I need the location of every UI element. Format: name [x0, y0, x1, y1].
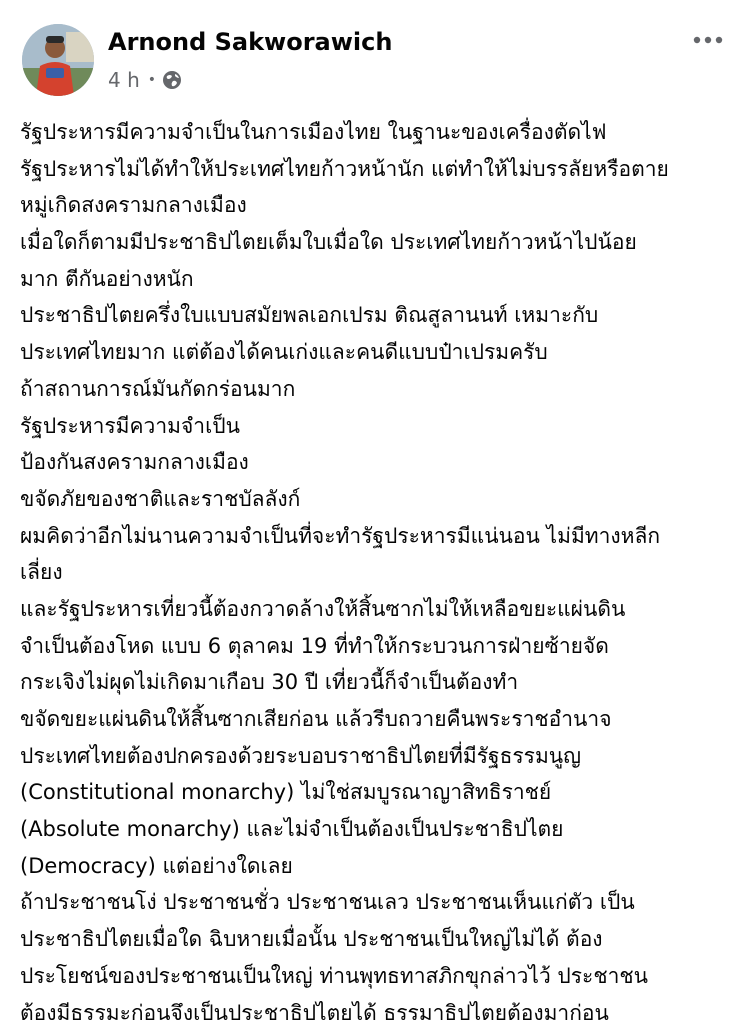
- post-text-line: ประโยชน์ของประชาชนเป็นใหญ่ ท่านพุทธทาสภิกขุกล่าวไว้ ประชาชน: [20, 958, 736, 995]
- post-text-line: หมู่เกิดสงครามกลางเมือง: [20, 187, 736, 224]
- post-text-line: มาก ตีกันอย่างหนัก: [20, 261, 736, 298]
- post-text-line: ประเทศไทยมาก แต่ต้องได้คนเก่งและคนดีแบบป๋าเปรมครับ: [20, 334, 736, 371]
- post-text-line: ประชาธิปไตยครึ่งใบแบบสมัยพลเอกเปรม ติณสูลานนท์ เหมาะกับ: [20, 297, 736, 334]
- post-text-line: กระเจิงไม่ผุดไม่เกิดมาเกือบ 30 ปี เที่ยวนี้ก็จำเป็นต้องทำ: [20, 664, 736, 701]
- post-meta: [108, 66, 182, 94]
- post-text-line: ประชาธิปไตยเมื่อใด ฉิบหายเมื่อนั้น ประชาชนเป็นใหญ่ไม่ได้ ต้อง: [20, 921, 736, 958]
- post-text-line: รัฐประหารมีความจำเป็นในการเมืองไทย ในฐานะของเครื่องตัดไฟ: [20, 114, 736, 151]
- post-text-line: ถ้าสถานการณ์มันกัดกร่อนมาก: [20, 371, 736, 408]
- post-text-line: (Democracy) แต่อย่างใดเลย: [20, 848, 736, 885]
- post-timestamp[interactable]: 4 h: [108, 68, 140, 92]
- post-text-line: จำเป็นต้องโหด แบบ 6 ตุลาคม 19 ที่ทำให้กระบวนการฝ่ายซ้ายจัด: [20, 628, 736, 665]
- post-text-line: ขจัดภัยของชาติและราชบัลลังก์: [20, 481, 736, 518]
- post-text-line: ถ้าประชาชนโง่ ประชาชนชั่ว ประชาชนเลว ประชาชนเห็นแก่ตัว เป็น: [20, 884, 736, 921]
- meta-separator: •: [148, 72, 156, 88]
- post-text-line: (Constitutional monarchy) ไม่ใช่สมบูรณาญาสิทธิราชย์: [20, 774, 736, 811]
- globe-icon[interactable]: [162, 70, 182, 90]
- post-text-line: ผมคิดว่าอีกไม่นานความจำเป็นที่จะทำรัฐประหารมีแน่นอน ไม่มีทางหลีก: [20, 518, 736, 555]
- post-text-line: ขจัดขยะแผ่นดินให้สิ้นซากเสียก่อน แล้วรีบถวายคืนพระราชอำนาจ: [20, 701, 736, 738]
- post-text-line: รัฐประหารมีความจำเป็น: [20, 408, 736, 445]
- post-header: [22, 24, 734, 100]
- post-text-line: เลี่ยง: [20, 554, 736, 591]
- post-text-line: ต้องมีธรรมะก่อนจึงเป็นประชาธิปไตยได้ ธรรมาธิปไตยต้องมาก่อน: [20, 995, 736, 1031]
- post-text-line: และรัฐประหารเที่ยวนี้ต้องกวาดล้างให้สิ้นซากไม่ให้เหลือขยะแผ่นดิน: [20, 591, 736, 628]
- post-text-line: ประเทศไทยต้องปกครองด้วยระบอบราชาธิปไตยที่มีรัฐธรรมนูญ: [20, 738, 736, 775]
- post-text-line: เมื่อใดก็ตามมีประชาธิปไตยเต็มใบเมื่อใด ประเทศไทยก้าวหน้าไปน้อย: [20, 224, 736, 261]
- more-options-icon[interactable]: [692, 30, 724, 50]
- author-avatar[interactable]: [22, 24, 94, 96]
- author-name[interactable]: Arnond Sakworawich: [108, 28, 392, 56]
- post-text-line: รัฐประหารไม่ได้ทำให้ประเทศไทยก้าวหน้านัก แต่ทำให้ไม่บรรลัยหรือตาย: [20, 151, 736, 188]
- avatar-photo: [22, 24, 94, 96]
- post-text-line: (Absolute monarchy) และไม่จำเป็นต้องเป็นประชาธิปไตย: [20, 811, 736, 848]
- post-text-line: ป้องกันสงครามกลางเมือง: [20, 444, 736, 481]
- post-body: [20, 114, 736, 1031]
